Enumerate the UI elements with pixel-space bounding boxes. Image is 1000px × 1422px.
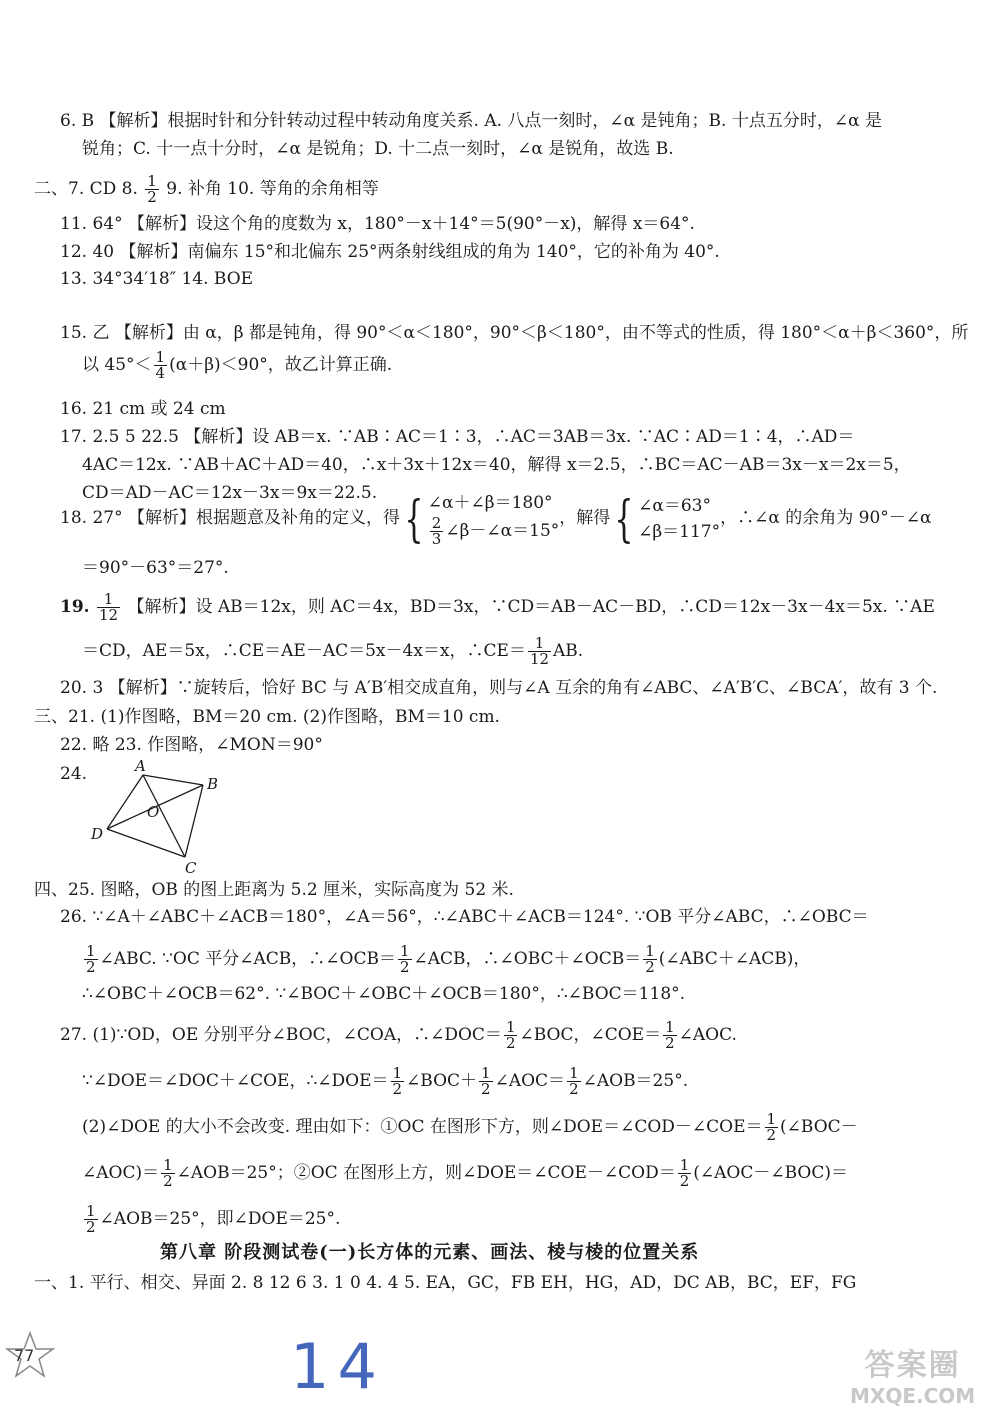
watermark-en: MXQE.COM: [850, 1384, 976, 1408]
q19-line-1: 19. $\frac{1}{12}$ 【解析】设 AB＝12x，则 AC＝4x，BD＝3x，∵CD＝AB－AC－BD，∴CD＝12x－3x－4x＝5x. ∵AE: [60, 590, 935, 624]
q19-line-2: ＝CD，AE＝5x，∴CE＝AE－AC＝5x－4x＝x，∴CE＝ $\frac{1}{12}$ AB.: [82, 634, 584, 668]
label-o: O: [147, 803, 160, 821]
q18-text-post: ，∴∠α 的余角为 90°－∠α: [720, 508, 932, 528]
equation-system-2: ∠α＝63° ∠β＝117°: [638, 495, 721, 542]
q13-line: 13. 34°34′18″ 14. BOE: [60, 269, 254, 289]
q26-line-2: $\frac{1}{2}$ ∠ABC. ∵OC 平分∠ACB，∴∠OCB＝ $\frac{1}{2}$ ∠ACB，∴∠OBC＋∠OCB＝ $\frac{1}{2}$ (∠ABC＋∠ACB)，: [86, 942, 811, 976]
q15-line-2: [82, 350, 392, 381]
q7-text-a: 二、7. CD 8.: [34, 179, 144, 199]
q1-line: 一、1. 平行、相交、异面 2. 8 12 6 3. 1 0 4. 4 5. EA，GC，FB EH，HG，AD，DC AB，BC，EF，FG: [34, 1273, 857, 1293]
q18-text-mid: ，解得: [559, 508, 611, 528]
q27-line-3: (2)∠DOE 的大小不会改变. 理由如下：①OC 在图形下方，则∠DOE＝∠COD－∠COE＝ $\frac{1}{2}$ (∠BOC－: [82, 1110, 858, 1144]
q17-line-2: 4AC＝12x. ∵AB＋AC＋AD＝40，∴x＋3x＋12x＝40，解得 x＝2.5，∴BC＝AC－AB＝3x－x＝2x＝5，: [82, 455, 911, 475]
fraction-half: $\frac{1}{2}$: [147, 172, 157, 206]
q17-line-1: 17. 2.5 5 22.5 【解析】设 AB＝x. ∵AB∶AC＝1∶3，∴AC＝3AB＝3x. ∵AC∶AD＝1∶4，∴AD＝: [60, 427, 855, 447]
q7-line: [34, 174, 379, 205]
q15-text-pre: 以 45°＜: [82, 355, 152, 375]
q16-line: 16. 21 cm 或 24 cm: [60, 399, 226, 419]
label-d: D: [91, 825, 104, 843]
q6-line-2: 锐角；C. 十一点十分时，∠α 是锐角；D. 十二点一刻时，∠α 是锐角，故选 B.: [82, 139, 674, 159]
q26-line-3: ∴∠OBC＋∠OCB＝62°. ∵∠BOC＋∠OBC＋∠OCB＝180°，∴∠BOC＝118°.: [82, 984, 686, 1004]
fraction-quarter: $\frac{1}{4}$: [155, 348, 166, 382]
equation-system-1: ∠α＋∠β＝180° $\frac{2}{3}$ ∠β－∠α＝15°: [427, 493, 560, 548]
q21-line: 三、21. (1)作图略，BM＝20 cm. (2)作图略，BM＝10 cm.: [34, 707, 500, 727]
q18-line-2: ＝90°－63°＝27°.: [82, 558, 229, 578]
q7-text-b: 9. 补角 10. 等角的余角相等: [166, 179, 379, 199]
q27-line-4: ∠AOC)＝ $\frac{1}{2}$ ∠AOB＝25°；②OC 在图形上方，则∠DOE＝∠COE－∠COD＝ $\frac{1}{2}$ (∠AOC－∠BOC)＝: [82, 1156, 849, 1190]
q11-line: 11. 64° 【解析】设这个角的度数为 x，180°－x＋14°＝5(90°－x)，解得 x＝64°.: [60, 214, 695, 234]
q17-line-3: CD＝AD－AC＝12x－3x＝9x＝22.5.: [82, 483, 378, 503]
page-number: 77: [14, 1346, 35, 1365]
q18-line: [60, 488, 932, 548]
quadrilateral-figure: [85, 755, 225, 880]
chapter-title: 第八章 阶段测试卷(一)长方体的元素、画法、棱与棱的位置关系: [160, 1242, 700, 1263]
q18-text-pre: 18. 27° 【解析】根据题意及补角的定义，得: [60, 508, 400, 528]
q22-line: 22. 略 23. 作图略，∠MON＝90°: [60, 735, 323, 755]
fraction-two-thirds: $\frac{2}{3}$: [431, 514, 442, 548]
label-a: A: [135, 757, 146, 775]
label-b: B: [207, 775, 219, 793]
q25-line: 四、25. 图略，OB 的图上距离为 5.2 厘米，实际高度为 52 米.: [34, 880, 514, 900]
fraction-twelfth: $\frac{1}{12}$: [98, 590, 119, 624]
brace-icon: {: [404, 489, 424, 548]
q26-line-1: 26. ∵∠A＋∠ABC＋∠ACB＝180°，∠A＝56°，∴∠ABC＋∠ACB＝124°. ∵OB 平分∠ABC，∴∠OBC＝: [60, 907, 869, 927]
q19-text: 【解析】设 AB＝12x，则 AC＝4x，BD＝3x，∵CD＝AB－AC－BD，∴CD＝12x－3x－4x＝5x. ∵AE: [127, 597, 935, 617]
q27-line-1: 27. (1)∵OD，OE 分别平分∠BOC，∠COA，∴∠DOC＝ $\frac{1}{2}$ ∠BOC，∠COE＝ $\frac{1}{2}$ ∠AOC.: [60, 1018, 737, 1052]
q27-line-2: ∵∠DOE＝∠DOC＋∠COE，∴∠DOE＝ $\frac{1}{2}$ ∠BOC＋ $\frac{1}{2}$ ∠AOC＝ $\frac{1}{2}$ ∠AOB＝25°.: [82, 1064, 689, 1098]
q15-text-post: (α＋β)＜90°，故乙计算正确.: [169, 355, 393, 375]
watermark: [850, 1340, 975, 1408]
q12-line: 12. 40 【解析】南偏东 15°和北偏东 25°两条射线组成的角为 140°，它的补角为 40°.: [60, 242, 720, 262]
q15-line-1: 15. 乙 【解析】由 α，β 都是钝角，得 90°＜α＜180°，90°＜β＜180°，由不等式的性质，得 180°＜α＋β＜360°，所: [60, 323, 969, 343]
edge-ab: [143, 775, 203, 785]
watermark-cn: 答案圈: [864, 1348, 961, 1383]
q27-line-5: $\frac{1}{2}$ ∠AOB＝25°，即∠DOE＝25°.: [86, 1202, 341, 1236]
brace-icon: {: [614, 489, 634, 548]
q24-line: 24.: [60, 764, 88, 784]
handwritten-number: 14: [290, 1330, 385, 1403]
q20-line: 20. 3 【解析】∵旋转后，恰好 BC 与 A′B′相交成直角，则与∠A 互余的角有∠ABC、∠A′B′C、∠BCA′，故有 3 个.: [60, 678, 938, 698]
q6-line-1: 6. B 【解析】根据时针和分针转动过程中转动角度关系. A. 八点一刻时，∠α 是钝角；B. 十点五分时，∠α 是: [60, 111, 882, 131]
edge-bc: [185, 785, 203, 857]
fraction-twelfth: $\frac{1}{12}$: [529, 634, 550, 668]
label-c: C: [185, 859, 197, 877]
